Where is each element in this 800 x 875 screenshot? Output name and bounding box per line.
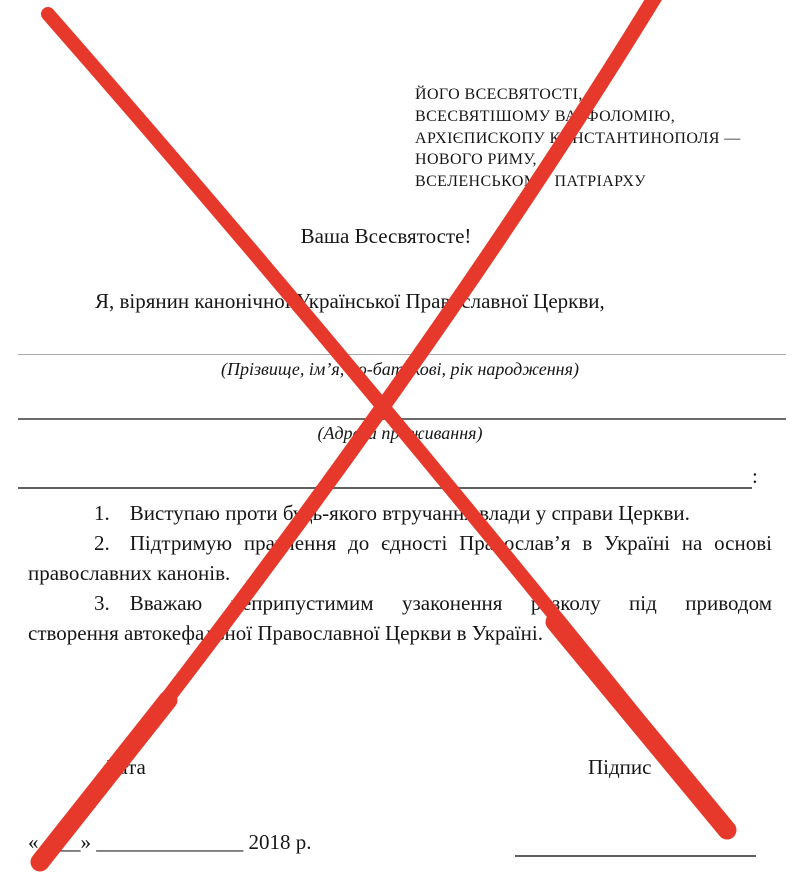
cross-stroke-down-right-thick-end bbox=[555, 622, 727, 830]
date-fill-line: «____» ______________ 2018 р. bbox=[28, 830, 312, 854]
address-field-caption: (Адреса проживання) bbox=[317, 423, 483, 443]
statement-item-2-line-2: православних канонів. bbox=[28, 561, 231, 585]
address-field-line bbox=[18, 418, 786, 420]
signature-line bbox=[515, 855, 756, 857]
statement-text: Вважаю неприпустимим узаконення розколу під приводом bbox=[129, 591, 772, 615]
statement-colon: : bbox=[752, 464, 758, 488]
name-field-caption: (Прізвище, ім’я, по-батькові, рік народження) bbox=[221, 359, 579, 379]
salutation: Ваша Всесвятосте! bbox=[300, 224, 472, 248]
statements-block bbox=[28, 498, 772, 648]
name-field-line bbox=[18, 354, 786, 355]
intro-paragraph: Я, вірянин канонічної Української Православної Церкви, bbox=[95, 289, 605, 313]
statement-item-3-line-2: створення автокефальної Православної Церкви в Україні. bbox=[28, 621, 543, 645]
statement-item-2-line-1 bbox=[28, 528, 772, 558]
recipient-line: ВСЕСВЯТІШОМУ ВАРФОЛОМІЮ, bbox=[415, 107, 676, 125]
recipient-line: НОВОГО РИМУ, bbox=[415, 151, 537, 169]
statement-number: 3. bbox=[94, 591, 110, 615]
statement-number: 1. bbox=[94, 501, 110, 525]
statement-item-3-line-1 bbox=[28, 588, 772, 618]
statement-text: Підтримую прагнення до єдності Православ’я в Україні на основі bbox=[129, 531, 772, 555]
recipient-line: АРХІЄПИСКОПУ КОНСТАНТИНОПОЛЯ — bbox=[415, 129, 741, 147]
recipient-line: ВСЕЛЕНСЬКОМУ ПАТРІАРХУ bbox=[415, 173, 647, 191]
signature-label: Підпис bbox=[588, 755, 652, 779]
statement-item-1 bbox=[28, 498, 772, 528]
recipient-block bbox=[415, 84, 785, 193]
recipient-line: ЙОГО ВСЕСВЯТОСТІ, bbox=[415, 86, 583, 103]
statement-number: 2. bbox=[94, 531, 110, 555]
statement-text: Виступаю проти будь-якого втручання влади у справи Церкви. bbox=[129, 501, 690, 525]
statement-field-line bbox=[18, 487, 752, 489]
date-label: Дата bbox=[104, 755, 146, 779]
